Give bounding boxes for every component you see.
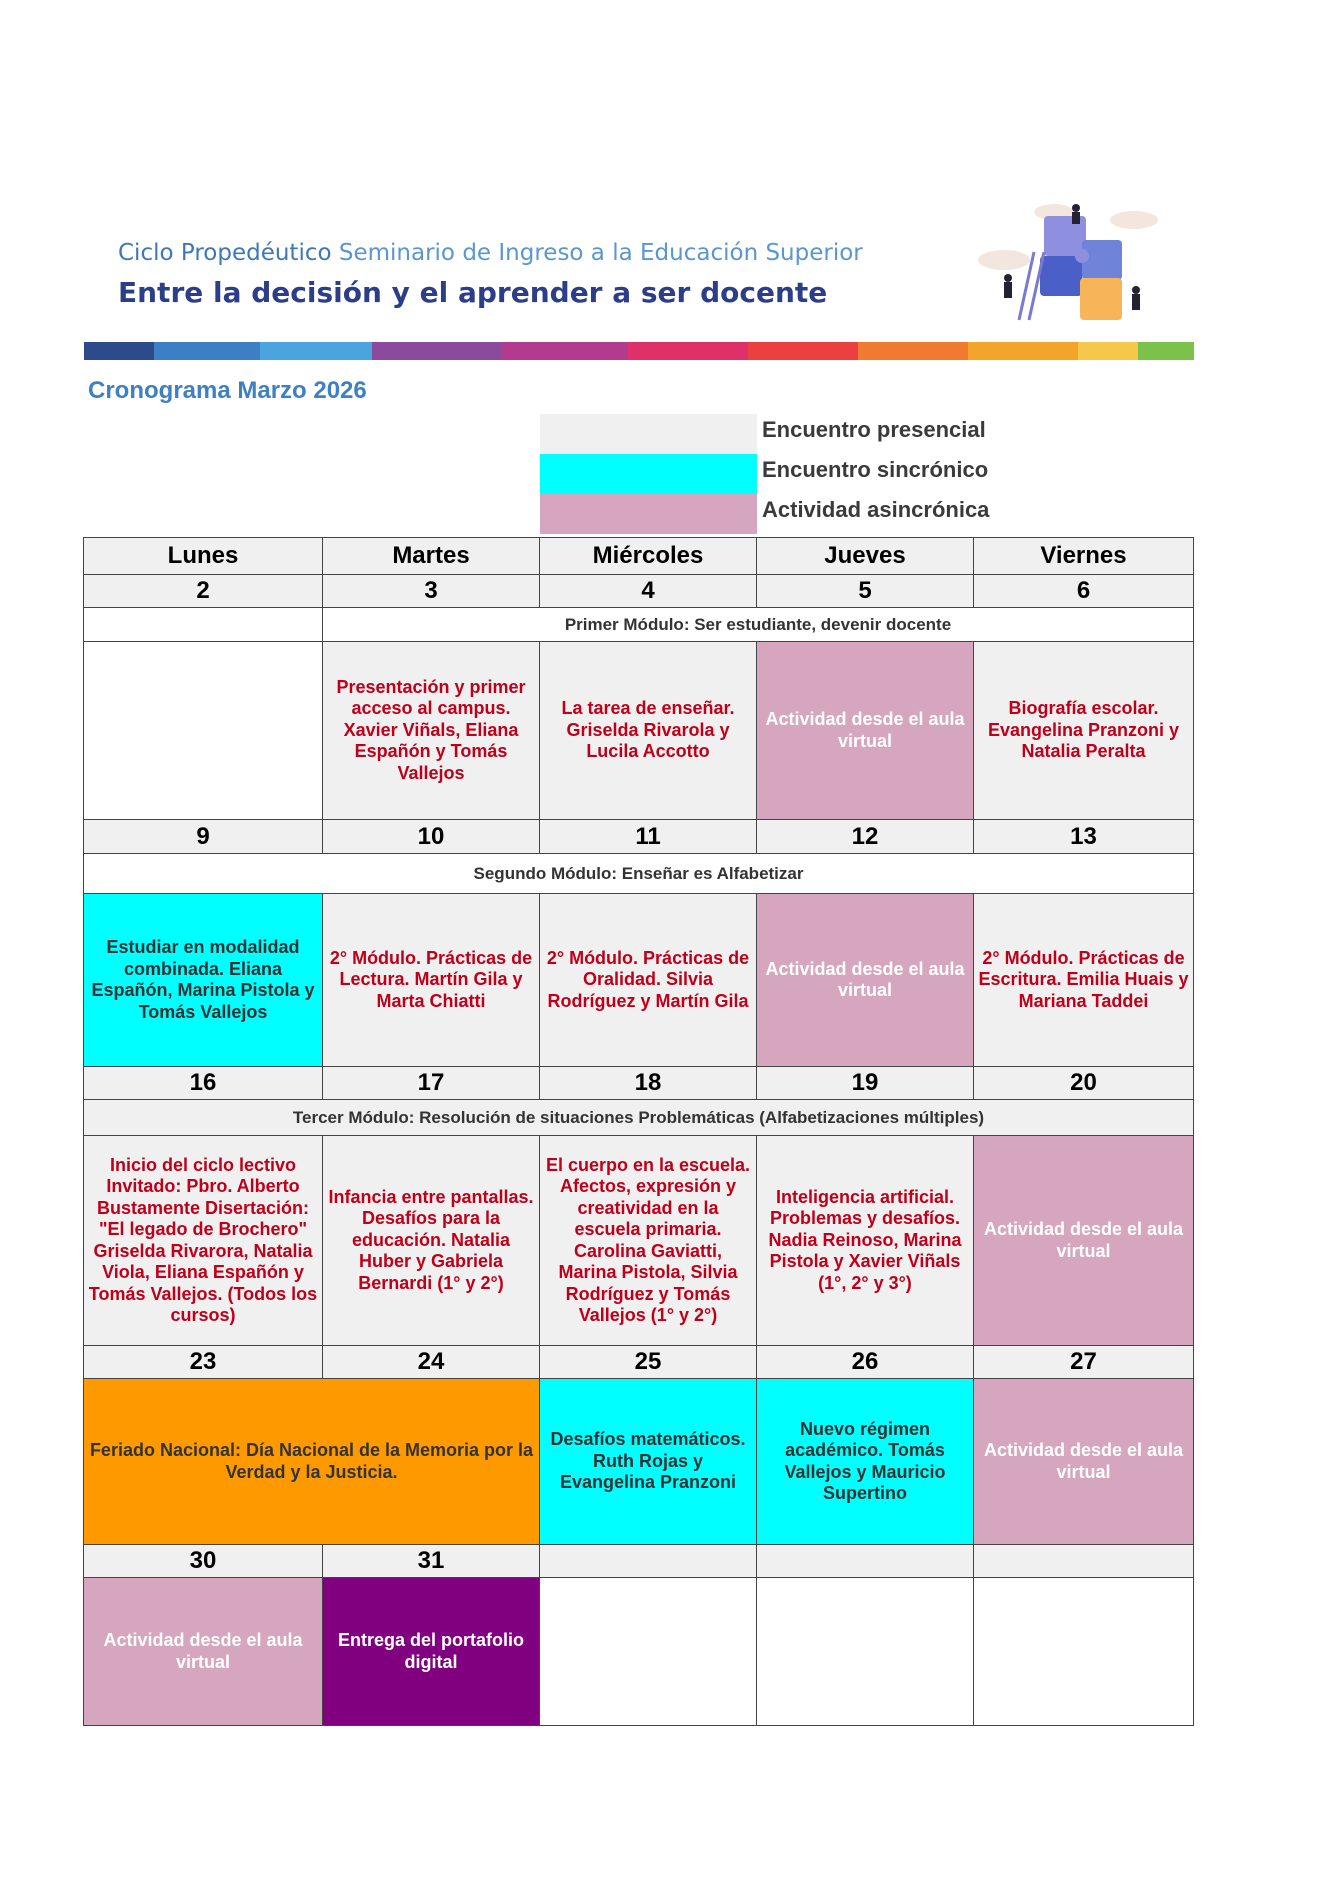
weekday-thursday: Jueves xyxy=(757,538,974,575)
puzzle-teamwork-illustration xyxy=(964,190,1164,330)
page-title: Cronograma Marzo 2026 xyxy=(88,377,367,404)
activity-cell: 2° Módulo. Prácticas de Lectura. Martín Gila y Marta Chiatti xyxy=(323,894,540,1067)
empty-cell xyxy=(974,1578,1194,1726)
date-cell xyxy=(540,1545,757,1578)
module-title-2: Segundo Módulo: Enseñar es Alfabetizar xyxy=(84,854,1194,894)
date-cell: 12 xyxy=(757,820,974,854)
activity-cell: 2° Módulo. Prácticas de Oralidad. Silvia Rodríguez y Martín Gila xyxy=(540,894,757,1067)
activity-cell: El cuerpo en la escuela. Afectos, expresión y creatividad en la escuela primaria. Carolina Gaviatti, Marina Pistola, Silvia Rodríguez y Tomás Vallejos (1° y 2°) xyxy=(540,1136,757,1346)
week-3-dates xyxy=(84,1067,1194,1100)
legend-swatch-asincronico xyxy=(540,494,757,534)
date-cell: 24 xyxy=(323,1346,540,1379)
activity-cell: Actividad desde el aula virtual xyxy=(974,1136,1194,1346)
date-cell: 23 xyxy=(84,1346,323,1379)
header-subtitle xyxy=(118,240,863,266)
activity-cell: La tarea de enseñar. Griselda Rivarola y Lucila Accotto xyxy=(540,642,757,820)
activity-cell: Nuevo régimen académico. Tomás Vallejos y Mauricio Supertino xyxy=(757,1379,974,1545)
week-3-module-row xyxy=(84,1100,1194,1136)
week-5-dates xyxy=(84,1545,1194,1578)
date-cell: 13 xyxy=(974,820,1194,854)
holiday-cell: Feriado Nacional: Día Nacional de la Memoria por la Verdad y la Justicia. xyxy=(84,1379,540,1545)
empty-cell xyxy=(540,1578,757,1726)
activity-cell: Inicio del ciclo lectivo Invitado: Pbro. Alberto Bustamente Disertación: "El legado de Brochero" Griselda Rivarora, Natalia Viola, Eliana Españón y Tomás Vallejos. (Todos los cursos) xyxy=(84,1136,323,1346)
date-cell: 19 xyxy=(757,1067,974,1100)
activity-cell: Infancia entre pantallas. Desafíos para la educación. Natalia Huber y Gabriela Bernardi (1° y 2°) xyxy=(323,1136,540,1346)
schedule-table xyxy=(83,537,1194,1726)
activity-cell: Actividad desde el aula virtual xyxy=(757,642,974,820)
date-cell: 9 xyxy=(84,820,323,854)
header-program: Ciclo Propedéutico xyxy=(118,240,332,266)
legend-swatch-sincronico xyxy=(540,454,757,494)
date-cell: 18 xyxy=(540,1067,757,1100)
date-cell: 30 xyxy=(84,1545,323,1578)
legend-label-presencial: Encuentro presencial xyxy=(762,417,986,442)
week-1-dates xyxy=(84,575,1194,608)
legend-label-asincronico: Actividad asincrónica xyxy=(762,497,990,522)
week-4-activities xyxy=(84,1379,1194,1545)
date-cell: 20 xyxy=(974,1067,1194,1100)
activity-cell: Presentación y primer acceso al campus. Xavier Viñals, Eliana Españón y Tomás Vallejos xyxy=(323,642,540,820)
date-cell: 11 xyxy=(540,820,757,854)
date-cell xyxy=(974,1545,1194,1578)
week-2-activities xyxy=(84,894,1194,1067)
date-cell: 2 xyxy=(84,575,323,608)
activity-cell: Desafíos matemáticos. Ruth Rojas y Evangelina Pranzoni xyxy=(540,1379,757,1545)
weekday-header-row xyxy=(84,538,1194,575)
activity-cell: 2° Módulo. Prácticas de Escritura. Emilia Huais y Mariana Taddei xyxy=(974,894,1194,1067)
header-title: Entre la decisión y el aprender a ser docente xyxy=(118,276,828,309)
activity-cell: Entrega del portafolio digital xyxy=(323,1578,540,1726)
date-cell xyxy=(757,1545,974,1578)
weekday-monday: Lunes xyxy=(84,538,323,575)
week-2-dates xyxy=(84,820,1194,854)
empty-cell xyxy=(757,1578,974,1726)
legend-label-sincronico: Encuentro sincrónico xyxy=(762,457,989,482)
activity-cell: Biografía escolar. Evangelina Pranzoni y Natalia Peralta xyxy=(974,642,1194,820)
week-2-module-row xyxy=(84,854,1194,894)
date-cell: 17 xyxy=(323,1067,540,1100)
weekday-friday: Viernes xyxy=(974,538,1194,575)
module-title-1: Primer Módulo: Ser estudiante, devenir docente xyxy=(323,608,1194,642)
date-cell: 27 xyxy=(974,1346,1194,1379)
date-cell: 3 xyxy=(323,575,540,608)
activity-cell: Actividad desde el aula virtual xyxy=(84,1578,323,1726)
week-5-activities xyxy=(84,1578,1194,1726)
activity-cell: Actividad desde el aula virtual xyxy=(757,894,974,1067)
date-cell: 31 xyxy=(323,1545,540,1578)
date-cell: 10 xyxy=(323,820,540,854)
empty-cell xyxy=(84,642,323,820)
activity-cell: Actividad desde el aula virtual xyxy=(974,1379,1194,1545)
week-4-dates xyxy=(84,1346,1194,1379)
date-cell: 6 xyxy=(974,575,1194,608)
activity-cell: Inteligencia artificial. Problemas y desafíos. Nadia Reinoso, Marina Pistola y Xavier Viñals (1°, 2° y 3°) xyxy=(757,1136,974,1346)
date-cell: 4 xyxy=(540,575,757,608)
weekday-wednesday: Miércoles xyxy=(540,538,757,575)
week-3-activities xyxy=(84,1136,1194,1346)
date-cell: 26 xyxy=(757,1346,974,1379)
date-cell: 25 xyxy=(540,1346,757,1379)
page-header xyxy=(84,190,1194,360)
week-1-activities xyxy=(84,642,1194,820)
weekday-tuesday: Martes xyxy=(323,538,540,575)
date-cell: 16 xyxy=(84,1067,323,1100)
date-cell: 5 xyxy=(757,575,974,608)
module-title-3: Tercer Módulo: Resolución de situaciones Problemáticas (Alfabetizaciones múltiples) xyxy=(84,1100,1194,1136)
empty-cell xyxy=(84,608,323,642)
header-seminar: Seminario de Ingreso a la Educación Superior xyxy=(331,240,863,266)
week-1-module-row xyxy=(84,608,1194,642)
activity-cell: Estudiar en modalidad combinada. Eliana Españón, Marina Pistola y Tomás Vallejos xyxy=(84,894,323,1067)
legend-swatch-presencial xyxy=(540,414,757,454)
color-stripe xyxy=(84,342,1194,360)
